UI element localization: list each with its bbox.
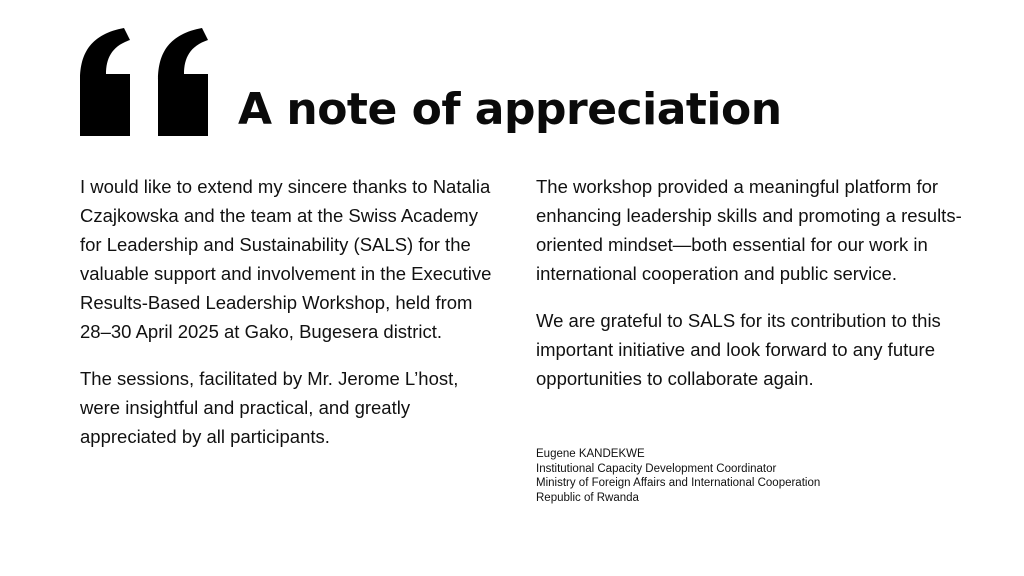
paragraph-gratitude: We are grateful to SALS for its contribution to this important initiative and look forward to any future opportunities to collaborate again. — [536, 310, 941, 389]
signature-block — [536, 447, 956, 505]
paragraph-workshop: The workshop provided a meaningful platform for enhancing leadership skills and promoting a results-oriented mindset—both essential for our work in international cooperation and public service. — [536, 176, 962, 284]
left-column — [80, 172, 500, 469]
page-title: A note of appreciation — [238, 84, 782, 135]
signature-name: Eugene KANDEKWE — [536, 448, 645, 460]
paragraph-sessions: The sessions, facilitated by Mr. Jerome L’host, were insightful and practical, and greatly appreciated by all participants. — [80, 368, 459, 447]
signature-organization: Ministry of Foreign Affairs and International Cooperation — [536, 477, 821, 489]
signature-position: Institutional Capacity Development Coordinator — [536, 462, 777, 475]
quotation-mark-icon — [80, 28, 208, 136]
signature-country: Republic of Rwanda — [536, 491, 639, 504]
paragraph-thanks: I would like to extend my sincere thanks to Natalia Czajkowska and the team at the Swiss Academy for Leadership and Sustainability (SALS) for the valuable support and involvement in the Executive Results-Based Leadership Workshop, held from 28–30 April 2025 at Gako, Bugesera district. — [80, 176, 492, 342]
right-column — [536, 172, 976, 411]
